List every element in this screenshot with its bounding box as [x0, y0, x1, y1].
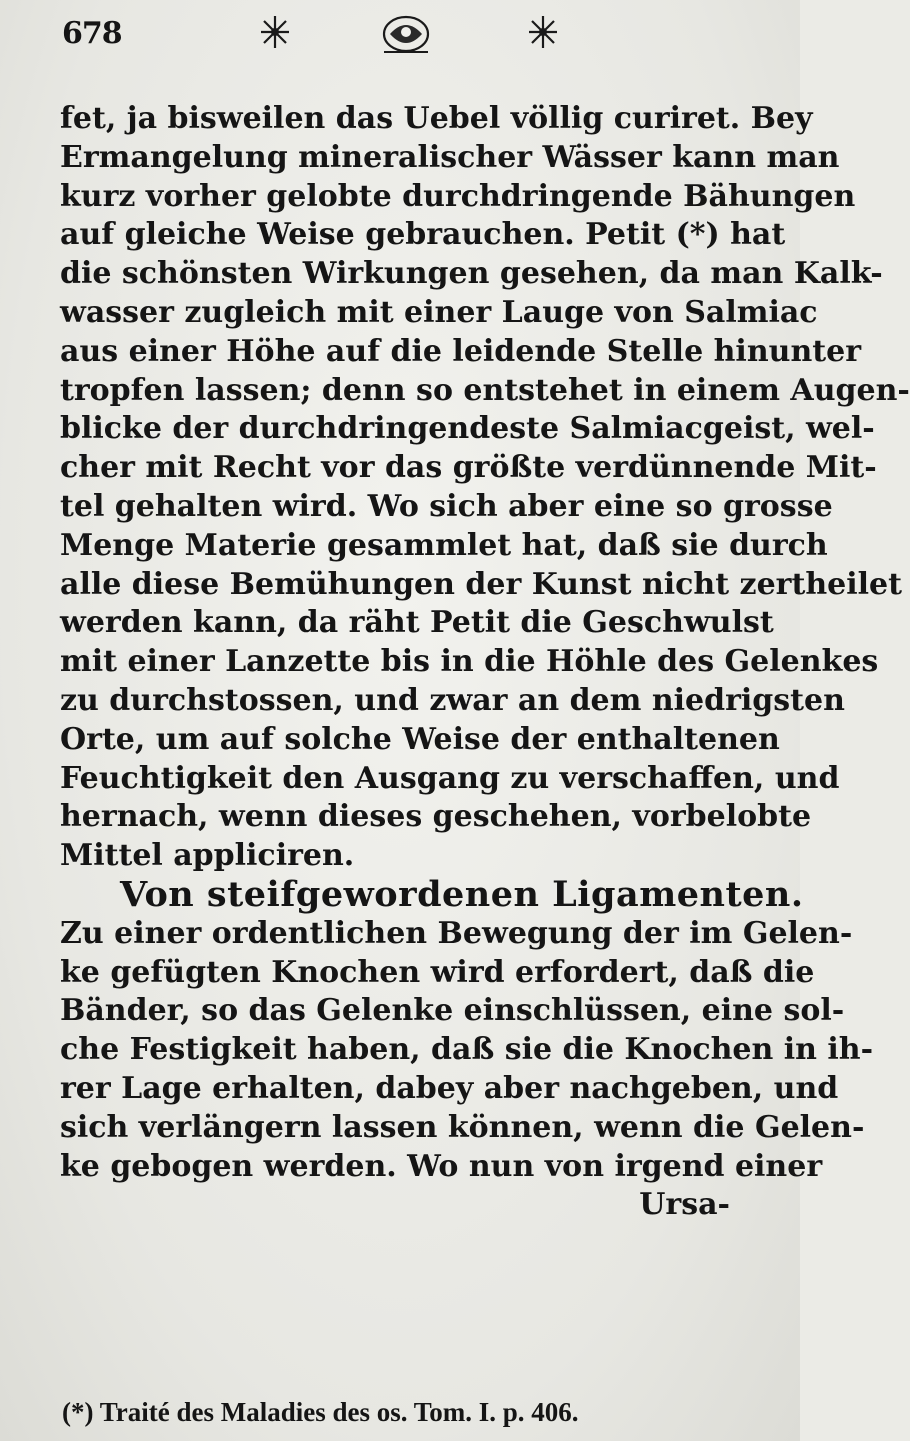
text-line: aus einer Höhe auf die leidende Stelle hinunter [60, 333, 862, 369]
text-line: auf gleiche Weise gebrauchen. Petit (*) hat [60, 217, 786, 253]
running-header [62, 10, 760, 70]
text-line: ke gebogen werden. Wo nun von irgend einer [60, 1148, 823, 1184]
text-line: fet, ja bisweilen das Uebel völlig curiret. Bey [60, 101, 813, 136]
body-text [60, 100, 910, 1225]
text-line: Orte, um auf solche Weise der enthaltenen [60, 721, 780, 757]
footnote: (*) Traité des Maladies des os. Tom. I. p. 406. [62, 1397, 579, 1427]
text-line: Zu einer ordentlichen Bewegung der im Gelen- [60, 915, 853, 951]
text-line: blicke der durchdringendeste Salmiacgeist, wel- [60, 411, 875, 447]
text-line: Mittel appliciren. [60, 838, 355, 874]
text-line: hernach, wenn dieses geschehen, vorbelobte [60, 799, 812, 835]
text-line: tel gehalten wird. Wo sich aber eine so grosse [60, 488, 833, 524]
page-number: 678 [62, 16, 122, 51]
text-line: Menge Materie gesammlet hat, daß sie durch [60, 527, 828, 563]
text-line: Ermangelung mineralischer Wässer kann man [60, 139, 840, 175]
star-ornament-icon [526, 12, 560, 52]
text-line: mit einer Lanzette bis in die Höhle des Gelenkes [60, 644, 879, 680]
text-line: zu durchstossen, und zwar an dem niedrigsten [60, 682, 845, 718]
text-line: werden kann, da räht Petit die Geschwulst [60, 605, 774, 641]
text-line: wasser zugleich mit einer Lauge von Salmiac [60, 294, 818, 330]
text-line: alle diese Bemühungen der Kunst nicht zertheilet [60, 566, 902, 602]
text-line: die schönsten Wirkungen gesehen, da man Kalk- [60, 256, 883, 292]
section-heading: Von steifgewordenen Ligamenten. [120, 873, 804, 915]
crest-ornament-icon [376, 12, 436, 56]
text-line: sich verlängern lassen können, wenn die Gelen- [60, 1109, 865, 1145]
star-ornament-icon [258, 12, 292, 52]
text-line: ke gefügten Knochen wird erfordert, daß die [60, 954, 815, 990]
text-line: tropfen lassen; denn so entstehet in einem Augen- [60, 372, 910, 408]
text-line: rer Lage erhalten, dabey aber nachgeben, und [60, 1070, 839, 1106]
text-line: cher mit Recht vor das größte verdünnende Mit- [60, 450, 877, 486]
text-line: che Festigkeit haben, daß sie die Knochen in ih- [60, 1032, 874, 1068]
text-line: Bänder, so das Gelenke einschlüssen, eine sol- [60, 993, 845, 1029]
catchword: Ursa- [639, 1187, 730, 1223]
text-line: Feuchtigkeit den Ausgang zu verschaffen, und [60, 760, 840, 796]
text-line: kurz vorher gelobte durchdringende Bähungen [60, 178, 856, 214]
